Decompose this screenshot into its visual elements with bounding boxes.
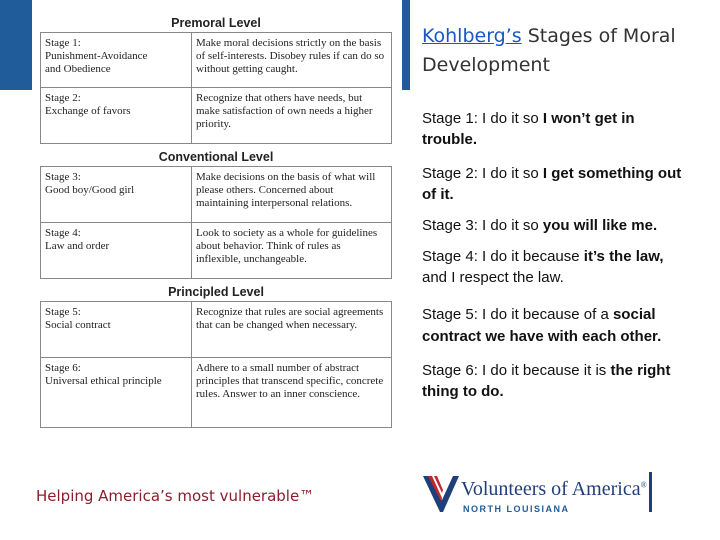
stage-name: Law and order [45, 240, 110, 252]
stage-number: Stage 2: [45, 92, 81, 104]
voa-logo [423, 470, 683, 520]
summary-emphasis: I get something out of it. [422, 165, 682, 203]
stage-desc-cell: Adhere to a small number of abstract principles that transcend specific, concrete rules. Answer to an inner conscience. [192, 358, 392, 428]
summary-stage-6 [422, 360, 692, 402]
stage-label-cell [41, 302, 192, 358]
logo-subtitle: NORTH LOUISIANA [463, 504, 570, 514]
table-row [41, 223, 392, 279]
logo-registered-mark: ® [640, 480, 647, 490]
summary-text: Stage 4: I do it because [422, 248, 584, 265]
stage-name: and Obedience [45, 63, 111, 75]
stage-summaries [422, 108, 692, 402]
summary-stage-4 [422, 246, 692, 288]
title-rest: Stages of Moral Development [422, 25, 676, 76]
summary-stage-5 [422, 304, 692, 348]
summary-text: Stage 5: I do it because of a [422, 306, 613, 323]
stage-name: Punishment-Avoidance [45, 50, 148, 62]
footer-tagline: Helping America’s most vulnerable™ [36, 487, 315, 505]
stages-chart [40, 14, 392, 428]
table-row [41, 358, 392, 428]
table-row [41, 88, 392, 144]
stage-number: Stage 4: [45, 227, 81, 239]
stage-label-cell [41, 223, 192, 279]
logo-name-text: Volunteers of America [461, 478, 641, 500]
stage-label-cell [41, 167, 192, 223]
summary-tail: and I respect the law. [422, 269, 564, 286]
table-row [41, 167, 392, 223]
stage-label-cell [41, 88, 192, 144]
stage-desc-cell: Recognize that others have needs, but make satisfaction of own needs a higher priority. [192, 88, 392, 144]
stage-number: Stage 3: [45, 171, 81, 183]
stage-table-premoral [40, 32, 392, 144]
kohlberg-link[interactable]: Kohlberg’s [422, 25, 522, 47]
stage-desc-cell: Make moral decisions strictly on the basis of self-interests. Disobey rules if can do so without getting caught. [192, 33, 392, 88]
table-row [41, 33, 392, 88]
stage-name: Universal ethical principle [45, 375, 162, 387]
stage-number: Stage 6: [45, 362, 81, 374]
slide-title [422, 22, 702, 80]
stage-name: Exchange of favors [45, 105, 131, 117]
level-title-principled: Principled Level [168, 285, 264, 299]
stage-desc-cell: Make decisions on the basis of what will please others. Concerned about maintaining interpersonal relations. [192, 167, 392, 223]
stage-table-principled [40, 301, 392, 428]
voa-chevron-icon [423, 474, 459, 514]
stage-name: Social contract [45, 319, 111, 331]
summary-emphasis: you will like me. [542, 217, 658, 234]
stage-desc-cell: Look to society as a whole for guidelines about behavior. Think of rules as inflexible, unchangeable. [192, 223, 392, 279]
stage-label-cell [41, 358, 192, 428]
logo-wordmark [461, 478, 647, 501]
summary-text: Stage 2: I do it so [422, 165, 543, 182]
stage-number: Stage 5: [45, 306, 81, 318]
summary-emphasis: I won’t get in trouble. [422, 110, 635, 148]
table-row [41, 302, 392, 358]
summary-emphasis: it’s the law, [583, 248, 664, 265]
summary-text: Stage 3: I do it so [422, 217, 543, 234]
summary-text: Stage 6: I do it because it is [422, 362, 611, 379]
stage-name: Good boy/Good girl [45, 184, 135, 196]
stage-table-conventional [40, 166, 392, 279]
summary-stage-3 [422, 215, 692, 236]
stage-label-cell [41, 33, 192, 88]
logo-divider [649, 472, 652, 512]
summary-stage-2 [422, 163, 692, 205]
level-title-premoral: Premoral Level [171, 16, 261, 30]
summary-text: Stage 1: I do it so [422, 110, 543, 127]
summary-emphasis: the right thing to do. [422, 362, 671, 400]
summary-stage-1 [422, 108, 692, 150]
level-title-conventional: Conventional Level [158, 150, 274, 164]
summary-emphasis: social contract we have with each other. [422, 306, 662, 345]
stage-number: Stage 1: [45, 37, 81, 49]
stage-desc-cell: Recognize that rules are social agreements that can be changed when necessary. [192, 302, 392, 358]
